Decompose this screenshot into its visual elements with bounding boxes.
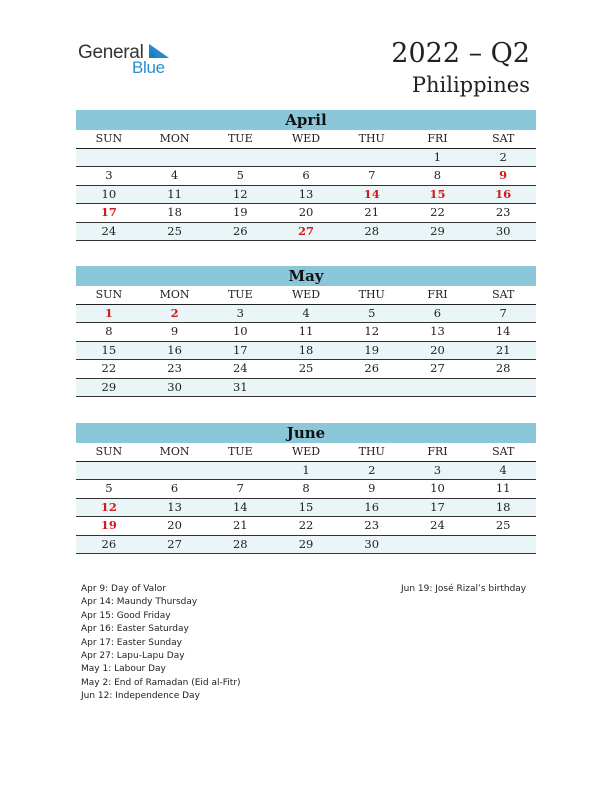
weekday-label: SUN: [95, 288, 123, 301]
weekday-label: MON: [159, 445, 190, 458]
day-cell: 30: [495, 223, 511, 238]
day-cell: 21: [232, 518, 248, 532]
holiday-day-cell: 12: [100, 499, 117, 514]
day-cell: 5: [236, 168, 244, 182]
day-cell: 17: [232, 342, 248, 357]
day-cell: 10: [430, 481, 445, 495]
day-cell: [207, 462, 273, 480]
day-cell: 4: [170, 168, 179, 182]
day-cell: 12: [364, 324, 380, 338]
holiday-note: Apr 27: Lapu-Lapu Day: [81, 651, 185, 662]
day-cell: 29: [298, 536, 314, 551]
day-cell: 7: [499, 305, 507, 320]
day-cell: 10: [232, 324, 248, 338]
week-row: [76, 149, 536, 168]
day-cell: 10: [101, 186, 117, 201]
day-cell: 8: [105, 324, 113, 338]
week-row: [76, 167, 536, 186]
holiday-note: Apr 15: Good Friday: [81, 610, 171, 621]
day-cell: [142, 462, 208, 480]
holiday-day-cell: 14: [363, 186, 380, 201]
country-name: Philippines: [411, 73, 530, 97]
day-cell: 1: [302, 462, 310, 477]
holiday-note: May 2: End of Ramadan (Eid al-Fitr): [81, 677, 241, 688]
weekday-header-row: [76, 286, 536, 305]
day-cell: 24: [430, 518, 445, 532]
day-cell: 26: [101, 536, 117, 551]
week-row: [76, 223, 536, 242]
day-cell: 3: [236, 305, 244, 320]
weekday-label: FRI: [427, 132, 448, 145]
day-cell: 29: [101, 379, 117, 394]
day-cell: 24: [232, 361, 248, 375]
day-cell: 25: [167, 223, 182, 238]
day-cell: 4: [499, 462, 507, 477]
day-cell: 21: [364, 205, 380, 219]
day-cell: 11: [167, 186, 182, 201]
day-cell: 13: [298, 186, 314, 201]
week-row: [76, 323, 536, 342]
day-cell: 18: [167, 205, 182, 219]
holiday-day-cell: 16: [495, 186, 512, 201]
holiday-day-cell: 17: [100, 205, 117, 219]
holiday-day-cell: 9: [499, 168, 508, 182]
day-cell: 2: [368, 462, 376, 477]
day-cell: 26: [364, 361, 380, 375]
month-header: May: [76, 266, 536, 286]
week-row: [76, 305, 536, 324]
day-cell: 8: [433, 168, 442, 182]
holiday-list-right: [401, 583, 526, 596]
day-cell: 30: [167, 379, 182, 394]
logo-text-general: General: [78, 42, 144, 63]
day-cell: 28: [364, 223, 380, 238]
day-cell: 23: [364, 518, 380, 532]
weekday-label: THU: [358, 288, 385, 301]
day-cell: 20: [167, 518, 182, 532]
weekday-label: SUN: [95, 132, 123, 145]
day-cell: [339, 149, 405, 167]
day-cell: 18: [298, 342, 314, 357]
day-cell: 25: [298, 361, 314, 375]
holiday-note: Jun 19: José Rizal’s birthday: [401, 584, 527, 594]
weekday-label: WED: [291, 132, 321, 145]
holiday-note: Apr 14: Maundy Thursday: [81, 597, 198, 608]
weekday-label: SAT: [492, 445, 515, 458]
weekday-label: MON: [159, 132, 190, 145]
day-cell: [76, 149, 142, 167]
day-cell: 4: [302, 305, 310, 320]
month-june: [76, 423, 536, 554]
month-may: [76, 266, 536, 397]
day-cell: 13: [167, 499, 182, 514]
holiday-day-cell: 2: [170, 305, 179, 320]
holiday-day-cell: 15: [429, 186, 446, 201]
day-cell: 3: [433, 462, 442, 477]
weekday-label: THU: [358, 445, 385, 458]
day-cell: 16: [167, 342, 182, 357]
day-cell: 2: [499, 149, 507, 164]
day-cell: 29: [430, 223, 445, 238]
month-header: April: [76, 110, 536, 130]
weekday-label: TUE: [227, 132, 253, 145]
day-cell: 6: [433, 305, 442, 320]
day-cell: 17: [430, 499, 445, 514]
day-cell: [470, 379, 536, 397]
day-cell: 22: [101, 361, 117, 375]
day-cell: 20: [430, 342, 445, 357]
day-cell: 22: [430, 205, 445, 219]
month-april: [76, 110, 536, 241]
day-cell: 28: [232, 536, 248, 551]
week-row: [76, 536, 536, 555]
weekday-label: THU: [358, 132, 385, 145]
day-cell: 13: [430, 324, 445, 338]
week-row: [76, 342, 536, 361]
day-cell: [339, 379, 405, 397]
day-cell: 23: [495, 205, 511, 219]
holiday-day-cell: 19: [100, 518, 117, 532]
day-cell: 19: [232, 205, 248, 219]
holiday-list-left: [81, 583, 241, 704]
holiday-day-cell: 27: [298, 223, 315, 238]
day-cell: 9: [170, 324, 179, 338]
day-cell: 27: [430, 361, 445, 375]
day-cell: 30: [364, 536, 380, 551]
week-row: [76, 480, 536, 499]
day-cell: 18: [495, 499, 511, 514]
day-cell: 31: [232, 379, 248, 394]
day-cell: 3: [105, 168, 113, 182]
day-cell: 15: [101, 342, 117, 357]
day-cell: 24: [101, 223, 117, 238]
weekday-label: SAT: [492, 288, 515, 301]
page-title: 2022 – Q2: [391, 38, 530, 69]
day-cell: 7: [368, 168, 376, 182]
day-cell: 14: [232, 499, 248, 514]
day-cell: 7: [236, 481, 244, 495]
day-cell: [207, 149, 273, 167]
day-cell: 5: [368, 305, 376, 320]
day-cell: 6: [170, 481, 179, 495]
day-cell: 9: [368, 481, 376, 495]
day-cell: 16: [364, 499, 380, 514]
week-row: [76, 204, 536, 223]
week-row: [76, 360, 536, 379]
day-cell: 22: [298, 518, 314, 532]
weekday-label: FRI: [427, 288, 448, 301]
day-cell: [76, 462, 142, 480]
weekday-label: TUE: [227, 288, 253, 301]
day-cell: [405, 536, 471, 554]
day-cell: 26: [232, 223, 248, 238]
day-cell: 11: [298, 324, 314, 338]
day-cell: [273, 379, 339, 397]
day-cell: 6: [302, 168, 310, 182]
day-cell: 23: [167, 361, 182, 375]
day-cell: [470, 536, 536, 554]
holiday-note: Apr 17: Easter Sunday: [81, 637, 182, 648]
weekday-label: SUN: [95, 445, 123, 458]
week-row: [76, 186, 536, 205]
day-cell: 19: [364, 342, 380, 357]
holiday-note: May 1: Labour Day: [81, 664, 166, 675]
day-cell: 1: [433, 149, 442, 164]
day-cell: [142, 149, 208, 167]
week-row: [76, 462, 536, 481]
day-cell: 20: [298, 205, 314, 219]
holiday-note: Apr 9: Day of Valor: [81, 584, 166, 594]
day-cell: 8: [302, 481, 310, 495]
weekday-label: WED: [291, 288, 321, 301]
weekday-label: SAT: [492, 132, 515, 145]
weekday-label: FRI: [427, 445, 448, 458]
day-cell: 21: [495, 342, 511, 357]
month-header: June: [76, 423, 536, 443]
weekday-header-row: [76, 443, 536, 462]
day-cell: 11: [495, 481, 511, 495]
weekday-label: MON: [159, 288, 190, 301]
weekday-header-row: [76, 130, 536, 149]
logo-text-blue: Blue: [132, 58, 165, 77]
holiday-day-cell: 1: [104, 305, 113, 320]
holiday-note: Apr 16: Easter Saturday: [81, 624, 189, 635]
holiday-note: Jun 12: Independence Day: [81, 691, 200, 702]
day-cell: 12: [232, 186, 248, 201]
day-cell: [273, 149, 339, 167]
day-cell: 25: [495, 518, 511, 532]
week-row: [76, 499, 536, 518]
week-row: [76, 379, 536, 398]
week-row: [76, 517, 536, 536]
day-cell: [405, 379, 471, 397]
generalblue-logo: [78, 40, 178, 80]
day-cell: 5: [105, 481, 113, 495]
day-cell: 14: [495, 324, 511, 338]
weekday-label: TUE: [227, 445, 253, 458]
weekday-label: WED: [291, 445, 321, 458]
day-cell: 27: [167, 536, 182, 551]
day-cell: 15: [298, 499, 314, 514]
day-cell: 28: [495, 361, 511, 375]
